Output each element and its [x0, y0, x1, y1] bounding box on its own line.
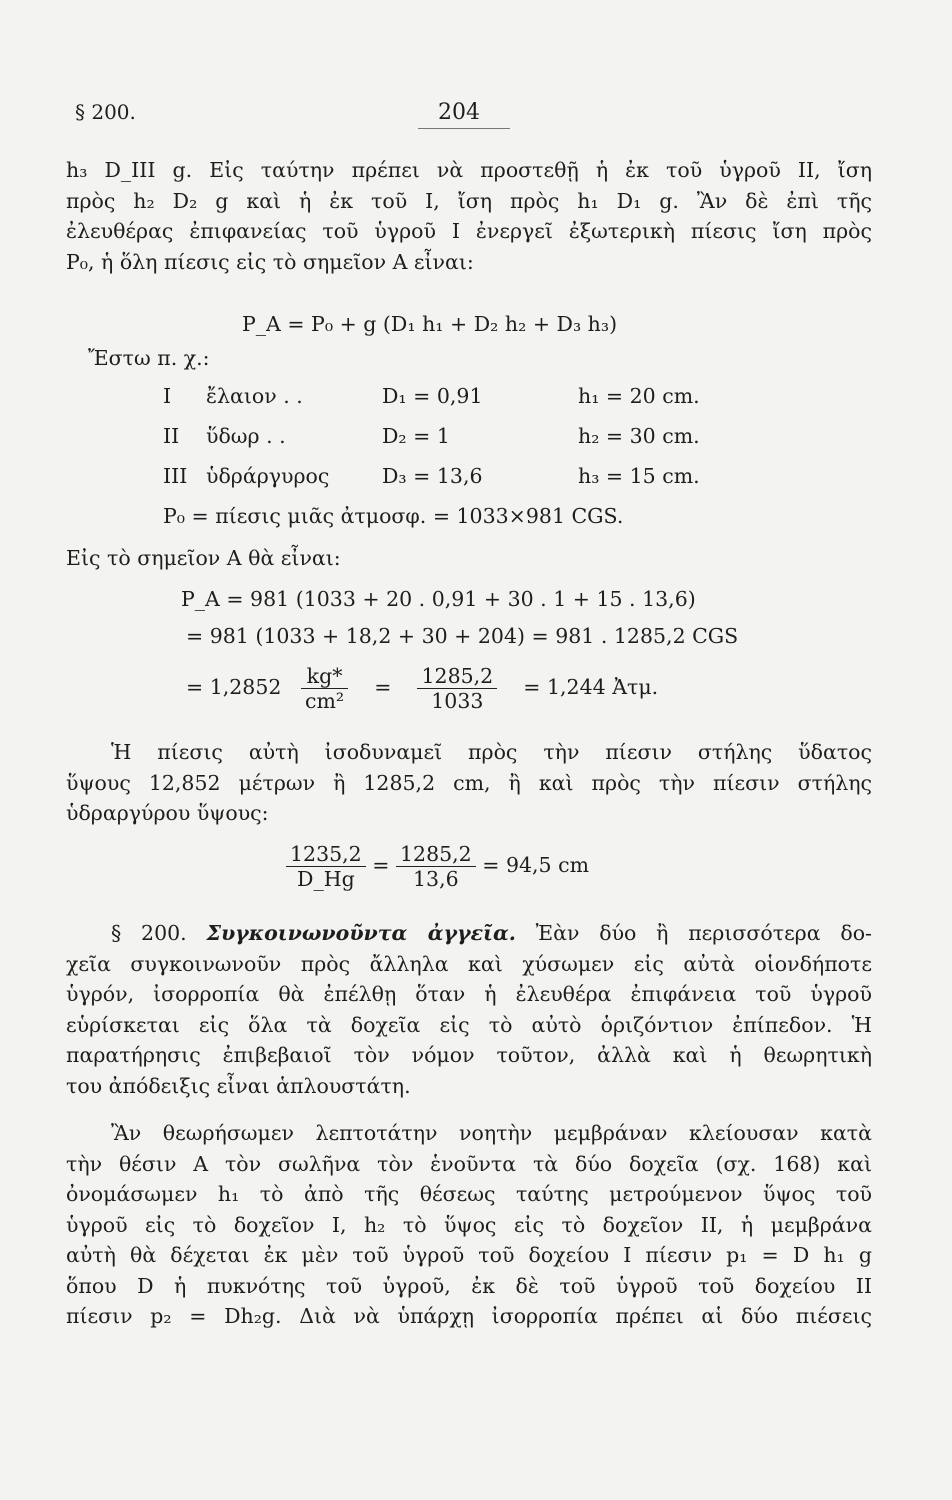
- mercury-fraction-1-numerator: 1235,2: [286, 842, 366, 867]
- liquid-density: D₃ = 13,6: [382, 464, 483, 488]
- section-label: § 200.: [111, 921, 187, 945]
- mercury-fraction-1-denominator: D_Hg: [297, 867, 355, 891]
- intro-line: πρὸς h₂ D₂ g καὶ ἡ ἐκ τοῦ I, ἴση πρὸς h₁ D₁ g. Ἂν δὲ ἐπὶ τῆς: [66, 188, 872, 213]
- liquid-name: ὑδράργυρος: [206, 464, 330, 488]
- intro-line: ἐλευθέρας ἐπιφανείας τοῦ ὑγροῦ I ἐνεργεῖ ἐξωτερικὴ πίεσις ἴση πρὸς: [66, 219, 872, 243]
- section-200-paragraph: [66, 918, 872, 1101]
- section-200-line: παρατήρησις ἐπιβεβαιοῖ τὸν νόμον τοῦτον, ἀλλὰ καὶ ἡ θεωρητικὴ: [66, 1043, 872, 1067]
- page-number: 204: [438, 100, 480, 125]
- calc-line-1: P_A = 981 (1033 + 20 . 0,91 + 30 . 1 + 15 . 13,6): [181, 587, 696, 611]
- intro-line: P₀, ἡ ὅλη πίεσις εἰς τὸ σημεῖον Α εἶναι:: [66, 249, 474, 274]
- membrane-line: αὐτὴ θὰ δέχεται ἐκ μὲν τοῦ ὑγροῦ τοῦ δοχείου I πίεσιν p₁ = D h₁ g: [66, 1243, 872, 1267]
- value-fraction-denominator: 1033: [431, 689, 484, 713]
- mercury-fraction-2: [396, 842, 476, 891]
- calc-line-3-left: = 1,2852: [186, 675, 282, 699]
- section-200-line: Ἐὰν δύο ἢ περισσότερα δο-: [535, 921, 872, 945]
- point-intro: Εἰς τὸ σημεῖον Α θὰ εἶναι:: [66, 546, 341, 570]
- intro-line: h₃ D_III g. Εἰς ταύτην πρέπει νὰ προστεθῇ ἡ ἐκ τοῦ ὑγροῦ II, ἴση: [66, 158, 872, 182]
- liquid-height: h₁ = 20 cm.: [578, 384, 700, 408]
- section-title: Συγκοινωνοῦντα ἀγγεῖα.: [206, 921, 516, 945]
- membrane-line: τὴν θέσιν Α τὸν σωλῆνα τὸν ἑνοῦντα τὰ δύο δοχεῖα (σχ. 168) καὶ: [66, 1151, 872, 1176]
- calc-line-3-equals: =: [374, 675, 392, 699]
- example-intro: Ἔστω π. χ.:: [88, 346, 210, 370]
- liquid-number: III: [163, 464, 188, 488]
- section-200-line: χεῖα συγκοινωνοῦν πρὸς ἄλληλα καὶ χύσωμεν εἰς αὐτὰ οἱονδήποτε: [66, 951, 872, 976]
- calc-line-3-result: = 1,244 Ἀτμ.: [523, 675, 659, 699]
- section-200-first-line: [66, 918, 872, 949]
- membrane-line: ὑγροῦ εἰς τὸ δοχεῖον I, h₂ τὸ ὕψος εἰς τὸ δοχεῖον II, ἡ μεμβράνα: [66, 1212, 872, 1237]
- unit-fraction-denominator: cm²: [305, 689, 345, 713]
- atmospheric-pressure-line: P₀ = πίεσις μιᾶς ἀτμοσφ. = 1033×981 CGS.: [163, 504, 624, 528]
- membrane-paragraph: [66, 1118, 872, 1332]
- header-rule: [418, 128, 510, 129]
- membrane-line: Ἂν θεωρήσωμεν λεπτοτάτην νοητὴν μεμβράναν κλείουσαν κατὰ: [111, 1121, 872, 1145]
- membrane-line: ὅπου D ἡ πυκνότης τοῦ ὑγροῦ, ἐκ δὲ τοῦ ὑγροῦ τοῦ δοχείου II: [66, 1273, 872, 1298]
- membrane-line: πίεσιν p₂ = Dh₂g. Διὰ νὰ ὑπάρχῃ ἰσορροπία πρέπει αἱ δύο πιέσεις: [66, 1304, 872, 1328]
- mercury-formula: [286, 842, 589, 891]
- running-section-header: § 200.: [75, 100, 136, 124]
- mercury-fraction-2-denominator: 13,6: [413, 867, 459, 891]
- value-fraction: [417, 664, 497, 713]
- mercury-result: = 94,5 cm: [482, 853, 590, 877]
- pressure-formula: P_A = P₀ + g (D₁ h₁ + D₂ h₂ + D₃ h₃): [242, 312, 618, 336]
- liquid-number: I: [163, 384, 172, 408]
- equivalence-line: ὑδραργύρου ὕψους:: [66, 801, 269, 825]
- mercury-fraction-2-numerator: 1285,2: [396, 842, 476, 867]
- intro-paragraph: [66, 155, 872, 277]
- value-fraction-numerator: 1285,2: [417, 664, 497, 689]
- unit-fraction: [301, 664, 348, 713]
- liquid-height: h₂ = 30 cm.: [578, 424, 700, 448]
- liquid-name: ἔλαιον . .: [206, 384, 303, 408]
- liquid-name: ὕδωρ . .: [206, 424, 286, 448]
- membrane-line: ὀνομάσωμεν h₁ τὸ ἀπὸ τῆς θέσεως ταύτης μετρούμενον ὕψος τοῦ: [66, 1182, 872, 1206]
- equivalence-line: Ἡ πίεσις αὐτὴ ἰσοδυναμεῖ πρὸς τὴν πίεσιν στήλης ὕδατος: [111, 740, 872, 764]
- equivalence-paragraph: [66, 737, 872, 829]
- liquid-density: D₁ = 0,91: [382, 384, 483, 408]
- calc-line-3: [186, 664, 658, 713]
- liquid-height: h₃ = 15 cm.: [578, 464, 700, 488]
- equivalence-line: ὕψους 12,852 μέτρων ἢ 1285,2 cm, ἢ καὶ πρὸς τὴν πίεσιν στήλης: [66, 770, 872, 795]
- section-200-line: του ἀπόδειξις εἶναι ἁπλουστάτη.: [66, 1073, 411, 1098]
- calc-line-2: = 981 (1033 + 18,2 + 30 + 204) = 981 . 1285,2 CGS: [186, 624, 739, 648]
- liquid-density: D₂ = 1: [382, 424, 450, 448]
- section-200-line: ὑγρόν, ἰσορροπία θὰ ἐπέλθῃ ὅταν ἡ ἐλευθέρα ἐπιφάνεια τοῦ ὑγροῦ: [66, 982, 872, 1006]
- mercury-fraction-1: [286, 842, 366, 891]
- mercury-equals: =: [372, 853, 390, 877]
- section-200-line: εὑρίσκεται εἰς ὅλα τὰ δοχεῖα εἰς τὸ αὐτὸ ὁριζόντιον ἐπίπεδον. Ἡ: [66, 1012, 872, 1037]
- liquid-number: II: [163, 424, 180, 448]
- unit-fraction-numerator: kg*: [301, 664, 348, 689]
